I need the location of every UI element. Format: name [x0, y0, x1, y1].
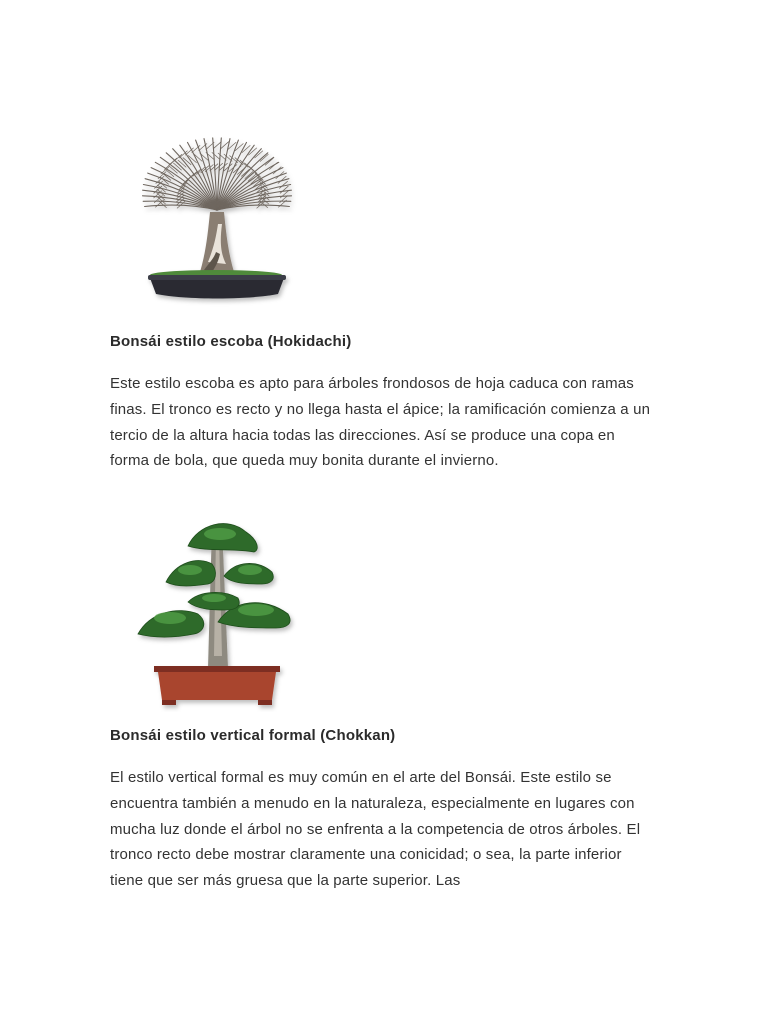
section-paragraph-broom-style: Este estilo escoba es apto para árboles frondosos de hoja caduca con ramas finas. El tronco es recto y no llega hasta el ápice; la ramificación comienza a un tercio de la altura hacia todas las direcciones. Así se produce una copa en forma de bola, que queda muy bonita durante el invierno.	[110, 375, 651, 470]
broom-style-bonsai-illustration	[128, 112, 304, 312]
formal-upright-bonsai-illustration	[128, 506, 304, 712]
section-heading-formal-upright-style: Bonsái estilo vertical formal (Chokkan)	[110, 727, 396, 744]
section-paragraph-formal-upright-style: El estilo vertical formal es muy común en el arte del Bonsái. Este estilo se encuentra también a menudo en la naturaleza, especialmente en lugares con mucha luz donde el árbol no se enfrenta a la competencia de otros árboles. El tronco recto debe mostrar claramente una conicidad; o sea, la parte inferior tiene que ser más gruesa que la parte superior. Las	[110, 769, 641, 890]
section-heading-broom-style: Bonsái estilo escoba (Hokidachi)	[110, 333, 352, 350]
